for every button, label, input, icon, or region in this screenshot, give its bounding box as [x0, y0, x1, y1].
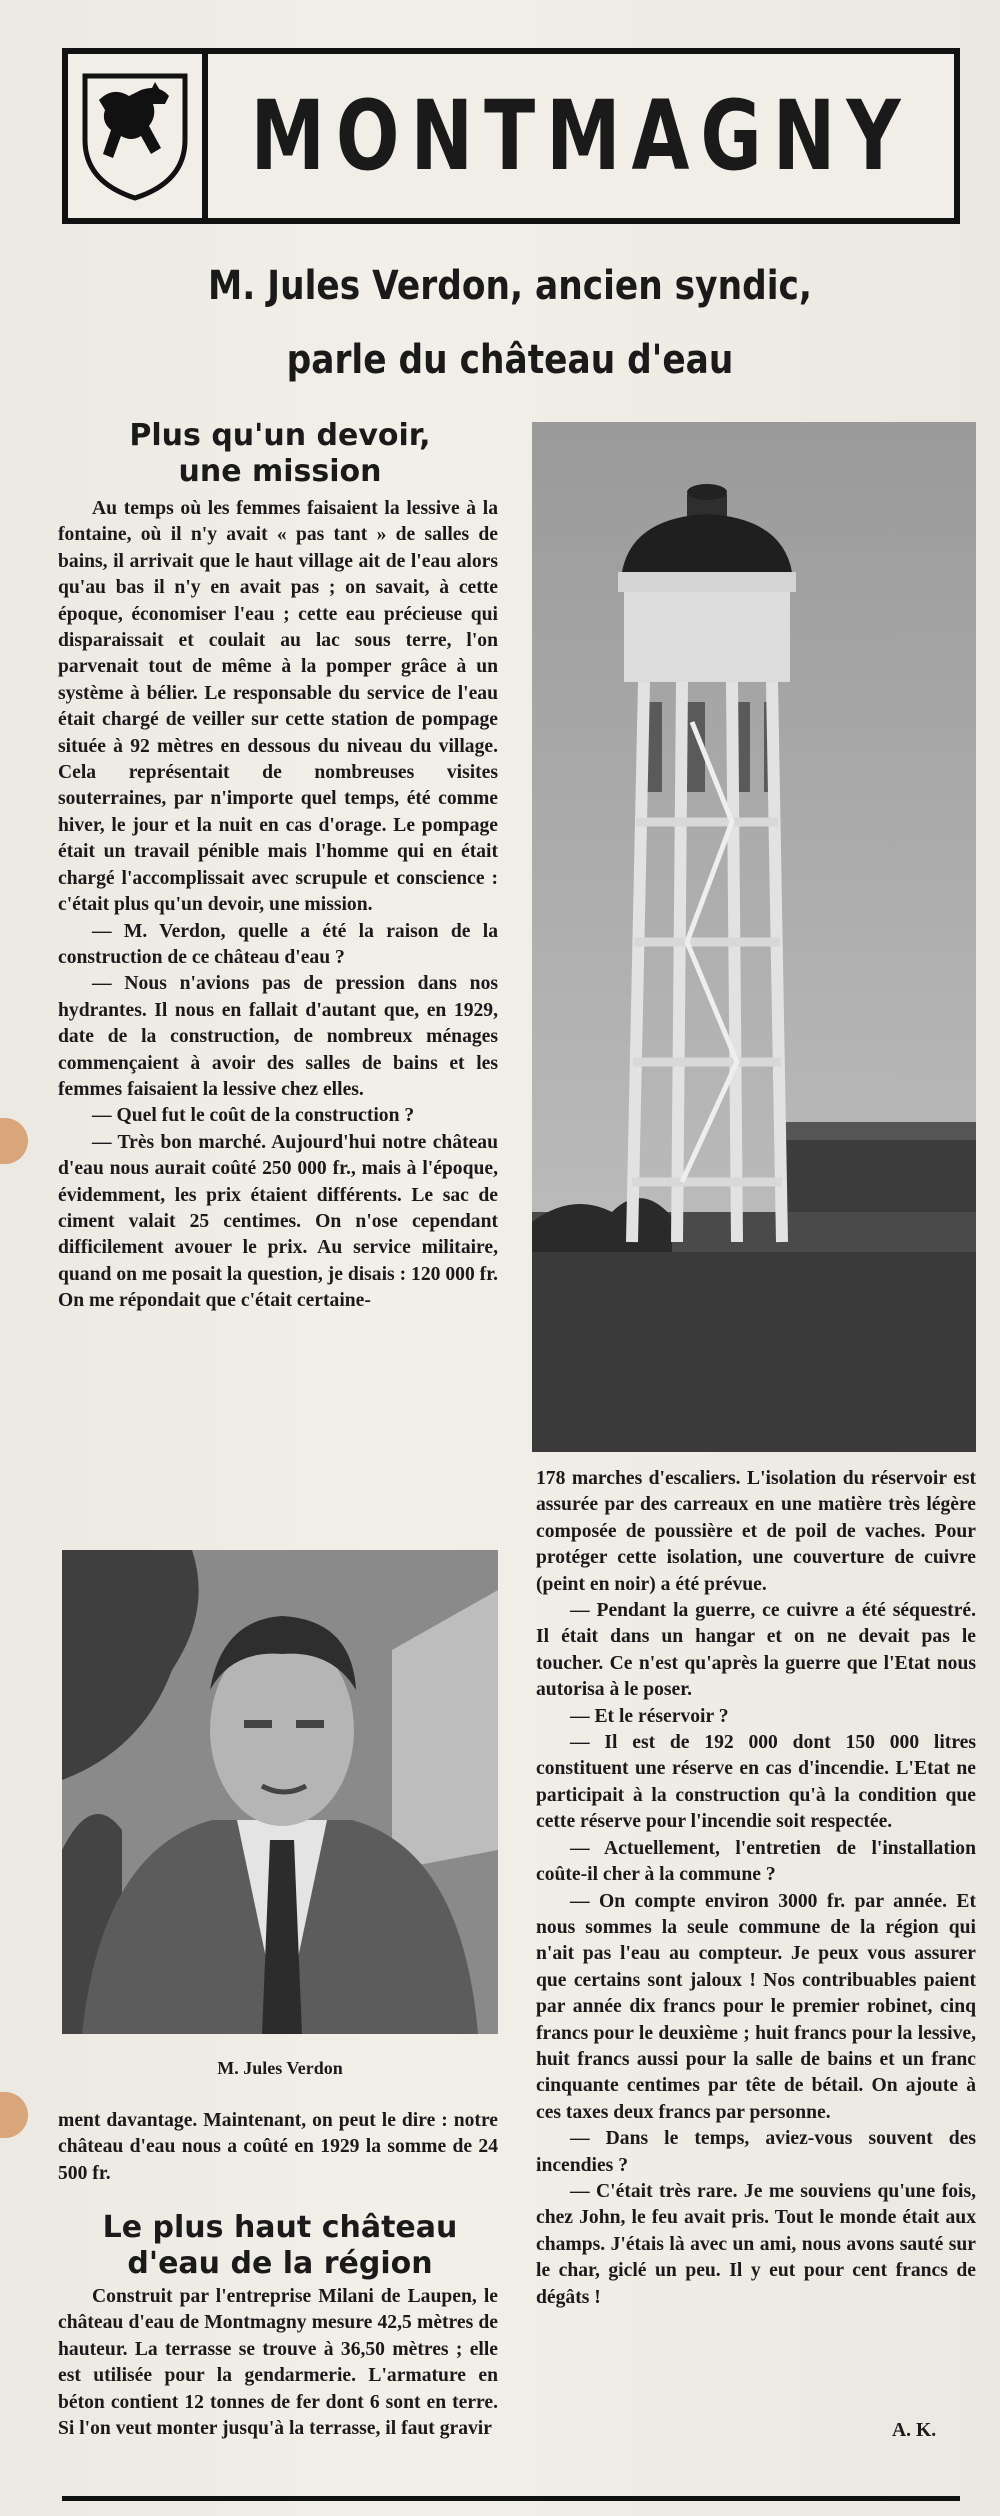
- left-column-continued: [58, 2108, 498, 2187]
- right-column-text: [536, 1466, 976, 2311]
- section-title-2-line2: d'eau de la région: [127, 2246, 433, 2281]
- masthead: [62, 48, 960, 224]
- paragraph: ment davantage. Maintenant, on peut le dire : notre château d'eau nous a coûté en 1929 la somme de 24 500 fr.: [58, 2110, 498, 2184]
- paragraph: — Et le réservoir ?: [570, 1705, 729, 1727]
- paragraph: — Quel fut le coût de la construction ?: [92, 1105, 415, 1127]
- portrait-caption: M. Jules Verdon: [217, 2058, 343, 2078]
- section-title-2-line1: Le plus haut château: [102, 2210, 458, 2245]
- town-name: MONTMAGNY: [250, 80, 912, 192]
- section-title-2: [62, 2210, 498, 2282]
- paragraph: — Dans le temps, aviez-vous souvent des incendies ?: [536, 2128, 976, 2176]
- water-tower-photo: [532, 422, 976, 1452]
- paragraph: Construit par l'entreprise Milani de Laupen, le château d'eau de Montmagny mesure 42,5 mètres de hauteur. La terrasse se trouve à 36,50 mètres ; elle est utilisée pour la gendarmerie. L'armature en béton contient 12 tonnes de fer dont 6 sont en terre. Si l'on veut monter jusqu'à la terrasse, il faut gravir: [58, 2286, 498, 2440]
- bear-crest-icon: [68, 54, 208, 218]
- paragraph: — Très bon marché. Aujourd'hui notre château d'eau nous aurait coûté 250 000 fr., mais à l'époque, évidemment, les prix étaient différents. Le sac de ciment valait 25 centimes. On n'ose cependant difficilement avouer le prix. Au service militaire, quand on me posait la question, je disais : 120 000 fr. On me répondait que c'était certaine-: [58, 1131, 498, 1312]
- paragraph: — On compte environ 3000 fr. par année. Et nous sommes la seule commune de la région qui n'ait pas l'eau au compteur. Je peux vous assurer que certains sont jaloux ! Nos contribuables paient par année dix francs pour le premier robinet, cinq francs pour le deuxième ; huit francs pour la lessive, huit francs aussi pour la salle de bains et un franc cinquante centimes par tête de bétail. On ajoute à ces taxes deux francs par personne.: [536, 1890, 976, 2123]
- headline-line-2: parle du château d'eau: [286, 337, 734, 383]
- punch-hole: [0, 1118, 28, 1164]
- headline-line-1: M. Jules Verdon, ancien syndic,: [208, 263, 812, 309]
- section-title-1-line2: une mission: [178, 454, 382, 489]
- paragraph: — Il est de 192 000 dont 150 000 litres constituent une réserve en cas d'incendie. L'Etat ne participait à la construction qu'à la condition que cette réserve pour l'incendie soit respectée.: [536, 1732, 976, 1833]
- paragraph: — Actuellement, l'entretien de l'installation coûte-il cher à la commune ?: [536, 1837, 976, 1886]
- paragraph: — Pendant la guerre, ce cuivre a été séquestré. Il était dans un hangar et on ne devait pas le toucher. Ce n'est qu'après la guerre que l'Etat nous autorisa à le poser.: [536, 1600, 976, 1701]
- section-title-1-line1: Plus qu'un devoir,: [129, 418, 431, 453]
- portrait-photo: [62, 1550, 498, 2034]
- left-column-text: [58, 496, 498, 1315]
- punch-hole: [0, 2092, 28, 2138]
- left-column-section-2: [58, 2284, 498, 2442]
- paragraph: — C'était très rare. Je me souviens qu'une fois, chez John, le feu avait pris. Tout le monde était aux champs. J'étais là avec un ami, nous avons sauté sur le char, giclé un peu. Il y eut pour cent francs de dégâts !: [536, 2180, 976, 2308]
- paragraph: Au temps où les femmes faisaient la lessive à la fontaine, où il n'y avait « pas tant » de salles de bains, il arrivait que le haut village ait de l'eau alors qu'au bas il n'y en avait pas ; on savait, à cette époque, économiser l'eau ; cette eau précieuse qui disparaissait et coulait au lac sous terre, l'on parvenait tout de même à la pomper grâce à un système à bélier. Le responsable du service de l'eau était chargé de veiller sur cette station de pompage située à 92 mètres en dessous du niveau du village. Cela représentait de nombreuses visites souterraines, par n'importe quel temps, été comme hiver, le jour et la nuit en cas d'orage. Le pompage était un travail pénible mais l'homme qui en était chargé l'accomplissait avec scrupule et conscience : c'était plus qu'un devoir, une mission.: [58, 498, 498, 916]
- paragraph: 178 marches d'escaliers. L'isolation du réservoir est assurée par des carreaux en une matière très légère composée de poussière et de poil de vaches. Pour protéger cette isolation, une couverture de cuivre (peint en noir) a été prévue.: [536, 1468, 976, 1595]
- section-title-1: [62, 418, 498, 490]
- bottom-rule: [62, 2496, 960, 2501]
- paragraph: — Nous n'avions pas de pression dans nos hydrantes. Il nous en fallait d'autant que, en 1929, date de la construction, de nombreux ménages commençaient à avoir des salles de bains et les femmes faisaient la lessive chez elles.: [58, 973, 498, 1100]
- author-signature: A. K.: [892, 2420, 937, 2441]
- paragraph: — M. Verdon, quelle a été la raison de la construction de ce château d'eau ?: [58, 920, 498, 968]
